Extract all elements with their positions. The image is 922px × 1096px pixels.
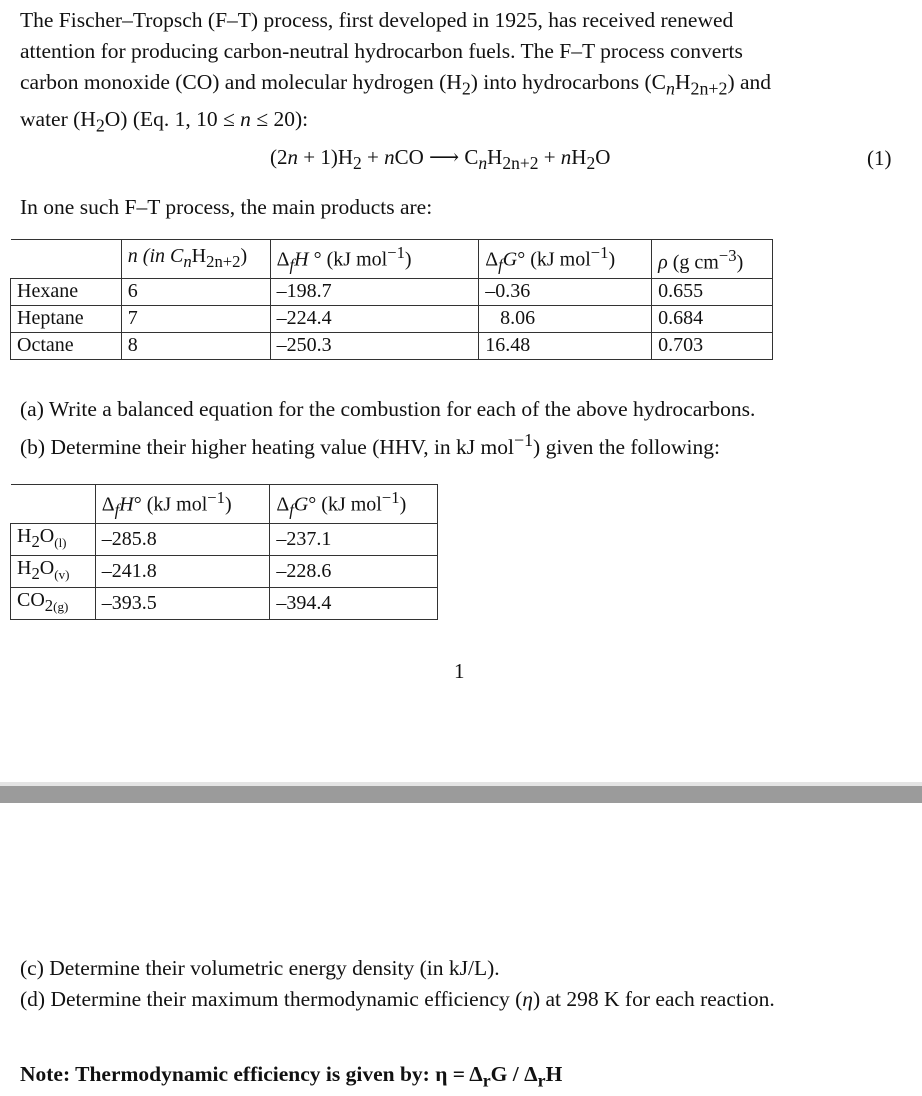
question-d: (d) Determine their maximum thermodynamic efficiency (η) at 298 K for each reaction.: [20, 987, 775, 1011]
table-row: [11, 523, 438, 555]
products-intro: In one such F–T process, the main products are:: [20, 195, 433, 219]
data-header-delta-h: $\Delta_fH^\circ$ (kJ mol$^{-1}$): [95, 485, 270, 524]
intro-line-4: water $(H_2O)$ (Eq. 1, 10 ≤ n ≤ 20):: [20, 107, 309, 136]
questions-ab: [20, 394, 755, 463]
intro-line-2: attention for producing carbon-neutral hydrocarbon fuels. The F–T process converts: [20, 39, 743, 63]
row-rho: 0.684: [652, 305, 773, 332]
row-dh: –198.7: [270, 278, 479, 305]
header-delta-g: $\Delta_fG^\circ$ (kJ mol$^{-1}$): [479, 240, 652, 279]
row-dg: 16.48: [479, 332, 652, 359]
row-n: 6: [121, 278, 270, 305]
row-name: Hexane: [11, 278, 122, 305]
page-break-divider: [0, 786, 922, 803]
table-row: [11, 555, 438, 587]
questions-cd: [20, 953, 775, 1015]
thermo-data-table: [10, 484, 438, 620]
table-row: [11, 587, 438, 619]
intro-line-3: carbon monoxide (CO) and molecular hydrogen $(H_2)$ into hydrocarbons $(C_nH_{2n+2})$ and: [20, 70, 772, 99]
row-n: 8: [121, 332, 270, 359]
equation-number: (1): [867, 146, 892, 170]
header-n: n (in $C_nH_{2n+2}$): [121, 240, 270, 279]
row-dh: –241.8: [95, 555, 270, 587]
row-dh: –393.5: [95, 587, 270, 619]
row-name: Octane: [11, 332, 122, 359]
row-dh: –250.3: [270, 332, 479, 359]
header-delta-h: $\Delta_fH$ ° (kJ mol$^{-1}$): [270, 240, 479, 279]
row-dg: –237.1: [270, 523, 438, 555]
row-dh: –224.4: [270, 305, 479, 332]
page-number: 1: [454, 659, 465, 683]
row-rho: 0.655: [652, 278, 773, 305]
data-header-row: [11, 485, 438, 524]
data-header-delta-g: $\Delta_fG^\circ$ (kJ mol$^{-1}$): [270, 485, 438, 524]
table-row: [11, 332, 773, 359]
reaction-equation: $(2n + 1)H_2$ + nCO ⟶ $C_nH_{2n+2} + nH_2O$: [270, 145, 611, 174]
row-dg: –0.36: [479, 278, 652, 305]
species: $H_2O_{(l)}$: [11, 523, 96, 555]
question-a: (a) Write a balanced equation for the combustion for each of the above hydrocarbons.: [20, 397, 756, 421]
efficiency-note: Note: Thermodynamic efficiency is given by: $\eta = \Delta_rG / \Delta_rH$: [20, 1062, 563, 1091]
intro-paragraph: [20, 5, 771, 142]
row-dg: 8.06: [479, 305, 652, 332]
question-b: (b) Determine their higher heating value (HHV, in kJ mol$^{-1}$) given the following:: [20, 430, 720, 460]
products-table: [10, 239, 773, 360]
species: $CO_{2(g)}$: [11, 587, 96, 619]
intro-line-1: The Fischer–Tropsch (F–T) process, first developed in 1925, has received renewed: [20, 8, 734, 32]
species: $H_2O_{(v)}$: [11, 555, 96, 587]
row-name: Heptane: [11, 305, 122, 332]
products-header-row: [11, 240, 773, 279]
header-density: ρ (g $cm^{-3}$): [652, 240, 773, 279]
table-row: [11, 305, 773, 332]
row-rho: 0.703: [652, 332, 773, 359]
row-dg: –228.6: [270, 555, 438, 587]
row-dh: –285.8: [95, 523, 270, 555]
question-c: (c) Determine their volumetric energy density (in kJ/L).: [20, 956, 500, 980]
row-dg: –394.4: [270, 587, 438, 619]
table-row: [11, 278, 773, 305]
row-n: 7: [121, 305, 270, 332]
